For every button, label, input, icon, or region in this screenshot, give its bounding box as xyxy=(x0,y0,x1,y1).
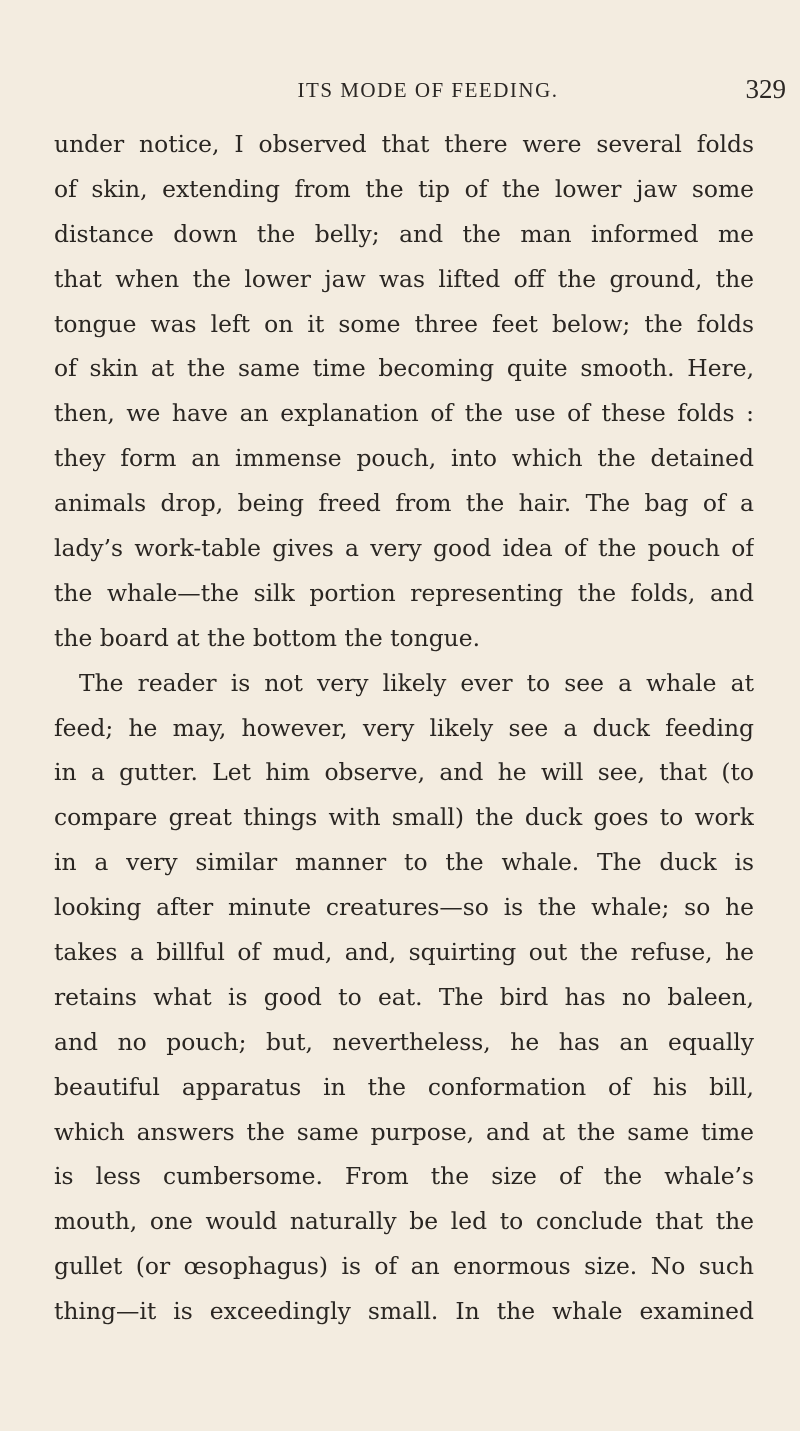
text-line: gullet (or œsophagus) is of an enormous size. No such xyxy=(54,1252,754,1281)
text-line: compare great things with small) the duck goes to work xyxy=(54,803,754,832)
body-text xyxy=(54,122,754,1334)
running-title: ITS MODE OF FEEDING. xyxy=(297,78,559,102)
text-line: that when the lower jaw was lifted off the ground, the xyxy=(54,264,754,293)
text-line: thing—it is exceedingly small. In the whale examined xyxy=(54,1297,754,1326)
running-header xyxy=(70,74,786,112)
text-line: takes a billful of mud, and, squirting out the refuse, he xyxy=(54,938,754,967)
text-line: lady’s work-table gives a very good idea of the pouch of xyxy=(54,534,754,563)
paragraph-end-line: the board at the bottom the tongue. xyxy=(54,623,481,652)
paragraph-first-line: The reader is not very likely ever to see a whale at xyxy=(79,668,754,697)
page-number: 329 xyxy=(745,74,786,104)
text-line: then, we have an explanation of the use of these folds : xyxy=(54,399,754,428)
text-line: mouth, one would naturally be led to conclude that the xyxy=(54,1207,754,1236)
text-line: beautiful apparatus in the conformation of his bill, xyxy=(54,1072,754,1101)
text-line: is less cumbersome. From the size of the whale’s xyxy=(54,1162,754,1191)
text-line: which answers the same purpose, and at the same time xyxy=(54,1117,754,1146)
text-line: in a very similar manner to the whale. The duck is xyxy=(54,848,754,877)
text-line: under notice, I observed that there were several folds xyxy=(54,130,754,158)
text-line: they form an immense pouch, into which the detained xyxy=(54,444,754,473)
text-line: looking after minute creatures—so is the whale; so he xyxy=(54,893,754,922)
text-line: tongue was left on it some three feet below; the folds xyxy=(54,309,754,338)
text-line: feed; he may, however, very likely see a duck feeding xyxy=(54,713,754,742)
text-line: distance down the belly; and the man informed me xyxy=(54,219,754,248)
text-line: retains what is good to eat. The bird has no baleen, xyxy=(54,982,754,1011)
text-line: of skin at the same time becoming quite smooth. Here, xyxy=(54,354,754,383)
text-line: of skin, extending from the tip of the lower jaw some xyxy=(54,174,754,203)
text-line: in a gutter. Let him observe, and he will see, that (to xyxy=(54,758,754,787)
text-line: animals drop, being freed from the hair. The bag of a xyxy=(54,489,754,518)
text-line: and no pouch; but, nevertheless, he has an equally xyxy=(54,1027,754,1056)
text-line: the whale—the silk portion representing the folds, and xyxy=(54,578,754,607)
